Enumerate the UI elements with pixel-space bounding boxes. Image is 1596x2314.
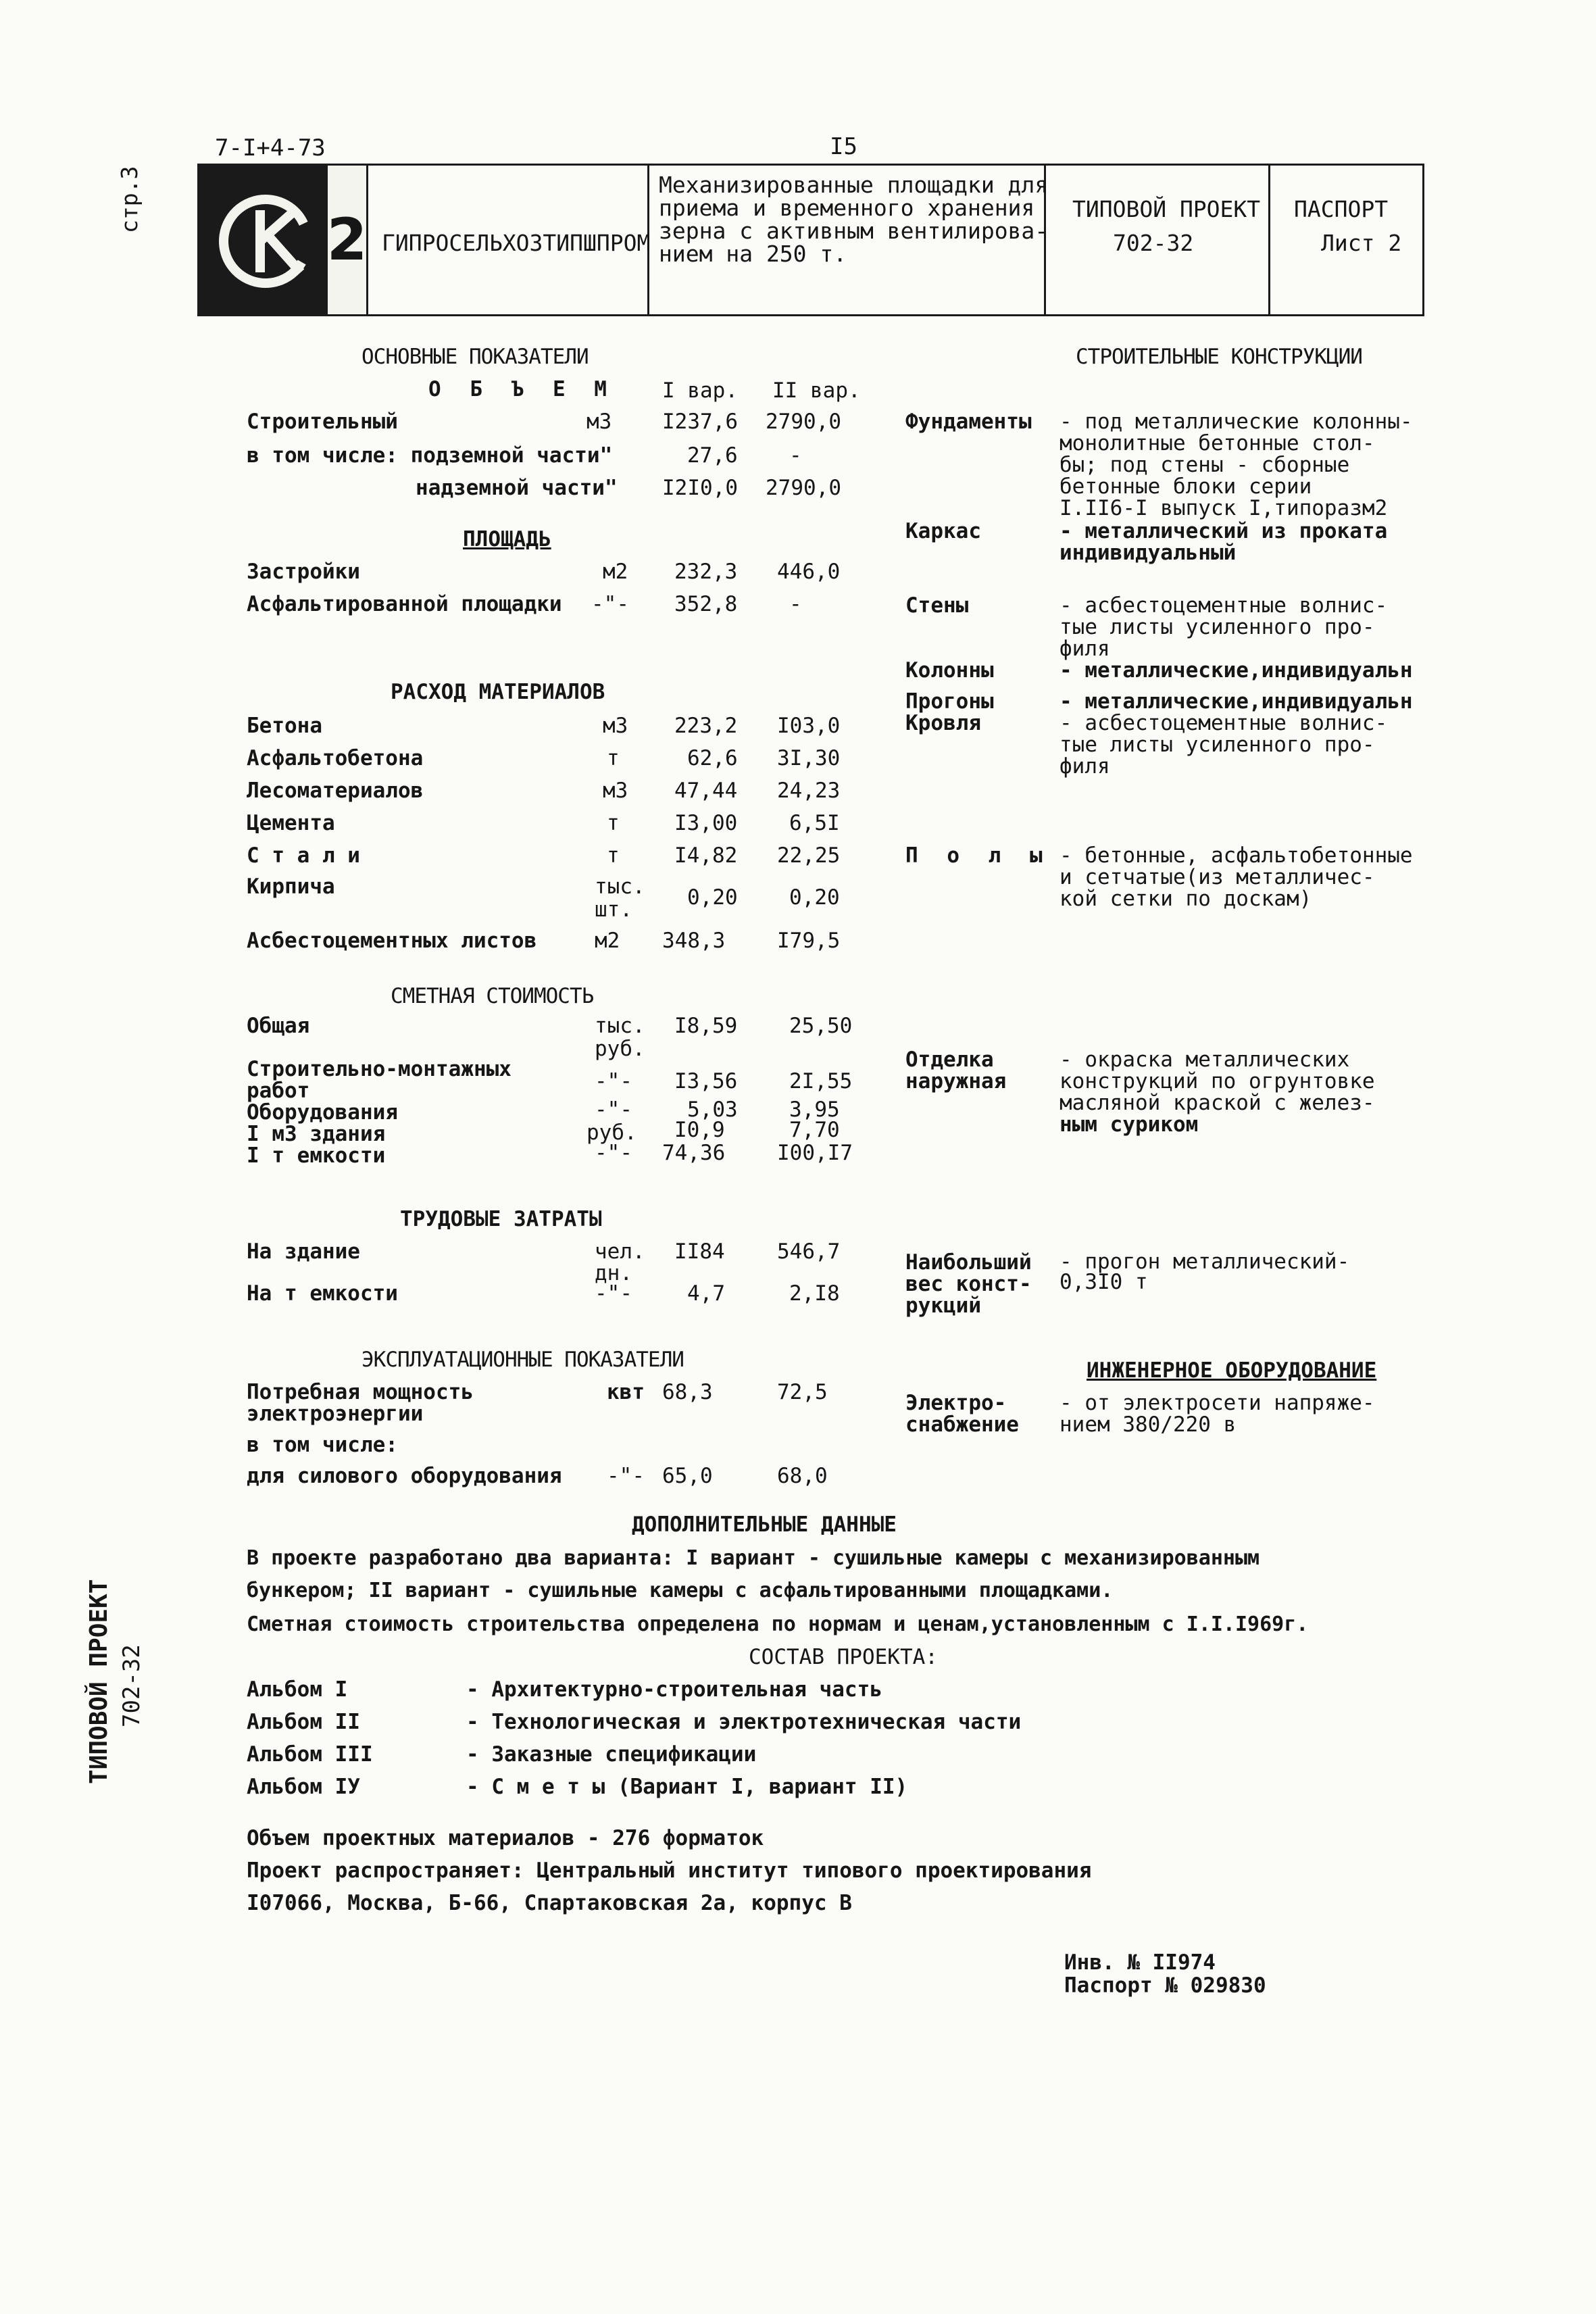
row-v1: 348,3 [662, 929, 726, 953]
row-v1: 47,44 [674, 779, 738, 803]
album-desc: - Технологическая и электротехническая части [466, 1710, 1022, 1734]
page-label: стр.3 [116, 166, 143, 233]
row-v2: 2790,0 [766, 476, 841, 500]
project-title [659, 174, 1048, 266]
sub-v1: 65,0 [662, 1464, 713, 1488]
item-line: тые листы усиленного про- [1059, 615, 1375, 639]
item-text [1059, 845, 1413, 910]
distributor-line: Проект распространяет: Центральный институт типового проектирования [247, 1858, 1092, 1883]
composition-title: СОСТАВ ПРОЕКТА: [749, 1645, 938, 1669]
doc-type: ПАСПОРТ [1294, 196, 1389, 222]
item-line: ным суриком [1059, 1112, 1199, 1137]
power-unit: квт [607, 1380, 645, 1404]
item-line: индивидуальный [1059, 541, 1237, 565]
item-text [1059, 520, 1387, 564]
row-v1: I4,82 [674, 843, 738, 868]
row-v2: 7,70 [789, 1118, 840, 1142]
item-line: - металлические,индивидуальн [1059, 689, 1413, 714]
row-label: Строительно-монтажных [247, 1057, 512, 1081]
volume-title: О Б Ъ Е М [428, 377, 615, 401]
logo [199, 166, 328, 314]
area-title: ПЛОЩАДЬ [463, 527, 551, 551]
labor-title: ТРУДОВЫЕ ЗАТРАТЫ [400, 1207, 602, 1231]
row-v2: 24,23 [777, 779, 841, 803]
row-label: Асбестоцементных листов [247, 929, 537, 953]
item-label: П о л ы [905, 843, 1051, 868]
item-line: бы; под стены - сборные [1059, 453, 1350, 477]
row-v1: II84 [674, 1239, 725, 1264]
row-unit: т [607, 746, 620, 770]
item-label: Каркас [905, 519, 981, 543]
item-line: 0,3I0 т [1059, 1270, 1148, 1294]
row-label: I м3 здания [247, 1122, 386, 1146]
item-line: - от электросети напряже- [1059, 1391, 1375, 1415]
ck-logo-icon [199, 166, 328, 314]
item-label: Отделка [905, 1048, 994, 1072]
item-line: I.II6-I выпуск I,типоразм2 [1059, 496, 1388, 520]
item-text [1059, 712, 1387, 777]
row-v1: I3,56 [674, 1069, 738, 1093]
title-block [197, 164, 1424, 316]
additional-line: бункером; II вариант - сушильные камеры с асфальтированными площадками. [247, 1579, 1114, 1602]
row-label: I т емкости [247, 1143, 386, 1168]
row-v1: 27,6 [687, 443, 738, 468]
item-line: нием 380/220 в [1059, 1412, 1237, 1437]
row-v1: 74,36 [662, 1141, 726, 1165]
item-line: филя [1059, 754, 1110, 779]
row-label: Застройки [247, 560, 360, 584]
row-v2: 3,95 [789, 1098, 840, 1122]
album-desc: - Заказные спецификации [466, 1742, 757, 1767]
title-line: Механизированные площадки для [659, 172, 1049, 198]
item-label: Фундаменты [905, 410, 1032, 434]
row-unit: чел. [595, 1239, 645, 1264]
row-v2: - [789, 443, 802, 468]
item-line: - асбестоцементные волнис- [1059, 711, 1388, 735]
row-v1: 232,3 [674, 560, 738, 584]
row-label: Асфальтобетона [247, 746, 424, 770]
row-unit: руб. [587, 1121, 637, 1145]
album-name: Альбом III [247, 1742, 373, 1767]
item-text [1059, 1049, 1375, 1135]
main-indicators-title: ОСНОВНЫЕ ПОКАЗАТЕЛИ [361, 345, 589, 369]
power-supply-label: снабжение [905, 1412, 1019, 1437]
materials-title: РАСХОД МАТЕРИАЛОВ [391, 680, 605, 704]
row-v2: 6,5I [789, 811, 840, 835]
project-label: ТИПОВОЙ ПРОЕКТ [1072, 196, 1261, 222]
row-label: Лесоматериалов [247, 779, 424, 803]
item-line: филя [1059, 637, 1110, 661]
item-line: - металлический из проката [1059, 519, 1388, 543]
item-text [1059, 411, 1413, 519]
address-line: I07066, Москва, Б-66, Спартаковская 2а, корпус В [247, 1891, 852, 1915]
title-line: зерна с активным вентилирова- [659, 218, 1049, 244]
row-v2: 2I,55 [789, 1069, 853, 1093]
item-label: Прогоны [905, 689, 994, 714]
row-v2: 2790,0 [766, 410, 841, 434]
construction-title: СТРОИТЕЛЬНЫЕ КОНСТРУКЦИИ [1076, 345, 1362, 369]
row-v2: I00,I7 [777, 1141, 853, 1165]
row-label: Оборудования [247, 1100, 398, 1125]
item-line: тые листы усиленного про- [1059, 733, 1375, 757]
row-v2: - [789, 592, 802, 616]
item-label: Наибольший [905, 1250, 1032, 1275]
item-label: Стены [905, 593, 969, 618]
volume-line: Объем проектных материалов - 276 форматок [247, 1826, 764, 1850]
power-supply-text [1059, 1392, 1375, 1435]
row-unit: м3 [587, 410, 612, 434]
sub-label: для силового оборудования [247, 1464, 562, 1488]
row-v2: 546,7 [777, 1239, 841, 1264]
row-v1: 223,2 [674, 714, 738, 738]
row-label: в том числе: подземной части" [247, 443, 613, 468]
operation-title: ЭКСПЛУАТАЦИОННЫЕ ПОКАЗАТЕЛИ [361, 1348, 684, 1372]
row-unit: -"- [595, 1141, 632, 1165]
row-v1: I3,00 [674, 811, 738, 835]
power-label: электроэнергии [247, 1402, 424, 1426]
row-unit: -"- [595, 1281, 632, 1306]
row-label: На т емкости [247, 1281, 398, 1306]
variant-1-header: I вар. [662, 378, 738, 403]
additional-line: В проекте разработано два варианта: I вариант - сушильные камеры с механизированным [247, 1546, 1260, 1570]
album-name: Альбом IУ [247, 1775, 360, 1799]
row-v1: 352,8 [674, 592, 738, 616]
row-unit: тыс. [595, 875, 645, 899]
row-label: Цемента [247, 811, 335, 835]
row-unit: м3 [603, 779, 628, 803]
row-v2: 22,25 [777, 843, 841, 868]
sheet-number: Лист 2 [1321, 230, 1402, 256]
row-v2: 0,20 [789, 885, 840, 910]
row-v2: 446,0 [777, 560, 841, 584]
item-text [1059, 1252, 1349, 1292]
logo-number: 2 [328, 166, 368, 314]
item-label: вес конст- [905, 1272, 1032, 1296]
row-unit: тыс. [595, 1014, 645, 1038]
item-line: - бетонные, асфальтобетонные [1059, 843, 1413, 868]
row-unit: м2 [595, 929, 620, 953]
row-v1: I237,6 [662, 410, 738, 434]
row-unit: -"- [595, 1069, 632, 1093]
row-label: Строительный [247, 410, 398, 434]
cost-title: СМЕТНАЯ СТОИМОСТЬ [391, 984, 594, 1008]
including-label: в том числе: [247, 1433, 398, 1457]
row-v1: I2I0,0 [662, 476, 738, 500]
row-label: Общая [247, 1014, 310, 1038]
row-v1: 0,20 [687, 885, 738, 910]
engineering-title: ИНЖЕНЕРНОЕ ОБОРУДОВАНИЕ [1087, 1358, 1377, 1383]
item-label: рукций [905, 1294, 981, 1318]
item-text [1059, 595, 1387, 660]
item-line: конструкций по огрунтовке [1059, 1069, 1375, 1093]
row-unit: м3 [603, 714, 628, 738]
page-number: I5 [830, 133, 857, 160]
row-label: работ [247, 1079, 310, 1103]
power-label: Потребная мощность [247, 1380, 474, 1404]
row-v2: 25,50 [789, 1014, 853, 1038]
row-v2: I03,0 [777, 714, 841, 738]
item-text [1059, 691, 1413, 713]
row-unit: -"- [591, 592, 629, 616]
row-v1: I0,9 [674, 1118, 725, 1142]
row-unit: руб. [595, 1037, 645, 1061]
title-line: нием на 250 т. [659, 241, 847, 267]
side-number: 702-32 [118, 1644, 145, 1727]
row-label: надземной части" [416, 476, 618, 500]
item-label: наружная [905, 1069, 1007, 1093]
item-text [1059, 660, 1413, 682]
sub-v2: 68,0 [777, 1464, 828, 1488]
project-number: 702-32 [1113, 230, 1194, 256]
album-name: Альбом II [247, 1710, 360, 1734]
row-v1: 62,6 [687, 746, 738, 770]
album-name: Альбом I [247, 1677, 348, 1702]
row-v2: 2,I8 [789, 1281, 840, 1306]
row-label: На здание [247, 1239, 360, 1264]
item-line: - прогон металлический- [1059, 1250, 1350, 1274]
row-unit: дн. [595, 1261, 632, 1285]
row-label: С т а л и [247, 843, 360, 868]
album-desc: - С м е т ы (Вариант I, вариант II) [466, 1775, 908, 1799]
item-line: - металлические,индивидуальн [1059, 658, 1413, 683]
row-unit: -"- [595, 1098, 632, 1122]
item-line: - под металлические колонны- [1059, 410, 1413, 434]
item-line: и сетчатые(из металличес- [1059, 865, 1375, 889]
row-v1: 5,03 [687, 1098, 738, 1122]
additional-title: ДОПОЛНИТЕЛЬНЫЕ ДАННЫЕ [632, 1512, 897, 1537]
variant-2-header: II вар. [772, 378, 861, 403]
sub-unit: -"- [607, 1464, 645, 1488]
item-label: Кровля [905, 711, 981, 735]
item-line: бетонные блоки серии [1059, 474, 1312, 499]
power-v1: 68,3 [662, 1380, 713, 1404]
org-name: ГИПРОСЕЛЬХОЗТИПШПРОМ [382, 230, 651, 256]
row-v1: I8,59 [674, 1014, 738, 1038]
row-v2: 3I,30 [777, 746, 841, 770]
row-v1: 4,7 [687, 1281, 725, 1306]
title-line: приема и временного хранения [659, 195, 1035, 221]
row-unit: т [607, 811, 620, 835]
item-line: кой сетки по доскам) [1059, 887, 1312, 911]
row-label: Кирпича [247, 875, 335, 899]
side-title: ТИПОВОЙ ПРОЕКТ [85, 1579, 113, 1784]
series-number: 7-I+4-73 [215, 134, 326, 162]
row-v2: I79,5 [777, 929, 841, 953]
row-label: Асфальтированной площадки [247, 592, 562, 616]
row-label: Бетона [247, 714, 322, 738]
inventory-number: Инв. № II974 [1064, 1950, 1216, 1975]
power-v2: 72,5 [777, 1380, 828, 1404]
power-supply-label: Электро- [905, 1391, 1007, 1415]
item-line: - асбестоцементные волнис- [1059, 593, 1388, 618]
album-desc: - Архитектурно-строительная часть [466, 1677, 882, 1702]
additional-line: Сметная стоимость строительства определена по нормам и ценам,установленным с I.I.I969г. [247, 1613, 1309, 1636]
item-line: монолитные бетонные стол- [1059, 431, 1375, 456]
row-unit: м2 [603, 560, 628, 584]
item-line: - окраска металлических [1059, 1048, 1350, 1072]
row-unit: шт. [595, 897, 632, 922]
item-line: масляной краской с желез- [1059, 1091, 1375, 1115]
row-unit: т [607, 843, 620, 868]
item-label: Колонны [905, 658, 994, 683]
passport-number: Паспорт № 029830 [1064, 1973, 1266, 1998]
